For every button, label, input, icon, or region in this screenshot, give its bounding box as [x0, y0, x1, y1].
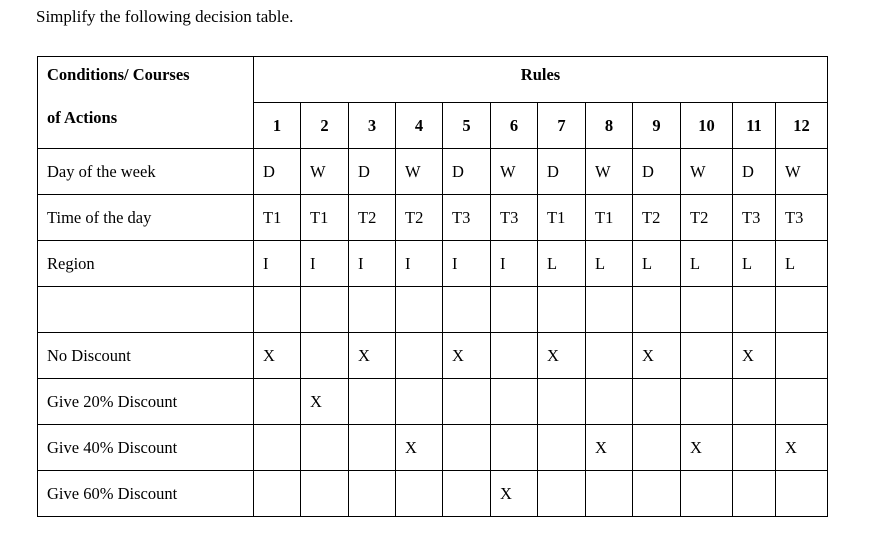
rule-number: 3	[349, 103, 396, 149]
action-entry	[776, 333, 828, 379]
conditions-header-line2: of Actions	[47, 108, 118, 127]
condition-entry: D	[349, 149, 396, 195]
condition-entry: D	[538, 149, 586, 195]
condition-entry: L	[733, 241, 776, 287]
conditions-header-cell	[38, 57, 254, 149]
empty-cell	[301, 287, 349, 333]
action-entry	[301, 471, 349, 517]
action-row	[38, 425, 828, 471]
condition-entry: T3	[776, 195, 828, 241]
action-entry	[491, 333, 538, 379]
condition-row	[38, 149, 828, 195]
condition-entry: I	[301, 241, 349, 287]
condition-entry: T3	[491, 195, 538, 241]
condition-entry: T1	[301, 195, 349, 241]
action-row	[38, 333, 828, 379]
prompt-text: Simplify the following decision table.	[36, 7, 294, 26]
action-entry	[396, 471, 443, 517]
condition-row-label: Region	[38, 241, 254, 287]
condition-entry: T2	[349, 195, 396, 241]
condition-entry: T2	[633, 195, 681, 241]
action-entry	[396, 333, 443, 379]
action-entry	[443, 425, 491, 471]
decision-table	[37, 56, 828, 517]
action-entry	[396, 379, 443, 425]
action-entry	[254, 379, 301, 425]
condition-entry: I	[349, 241, 396, 287]
action-entry: X	[491, 471, 538, 517]
condition-entry: L	[633, 241, 681, 287]
rules-header: Rules	[254, 57, 828, 103]
condition-entry: T1	[254, 195, 301, 241]
empty-cell	[349, 287, 396, 333]
action-entry	[586, 333, 633, 379]
action-entry	[733, 471, 776, 517]
action-entry	[491, 425, 538, 471]
action-entry	[633, 425, 681, 471]
action-entry	[538, 471, 586, 517]
empty-cell	[733, 287, 776, 333]
action-entry	[733, 425, 776, 471]
action-entry: X	[733, 333, 776, 379]
condition-entry: W	[396, 149, 443, 195]
conditions-header-line1: Conditions/ Courses	[47, 65, 190, 84]
condition-entry: L	[681, 241, 733, 287]
action-row-label: Give 20% Discount	[38, 379, 254, 425]
rule-number: 11	[733, 103, 776, 149]
action-entry	[491, 379, 538, 425]
action-entry: X	[443, 333, 491, 379]
condition-entry: I	[443, 241, 491, 287]
empty-cell	[254, 287, 301, 333]
condition-entry: L	[776, 241, 828, 287]
rule-number: 1	[254, 103, 301, 149]
empty-cell	[538, 287, 586, 333]
condition-entry: I	[491, 241, 538, 287]
empty-cell	[396, 287, 443, 333]
condition-entry: D	[733, 149, 776, 195]
header-row	[38, 57, 828, 103]
action-entry	[443, 379, 491, 425]
action-entry: X	[254, 333, 301, 379]
rule-number: 2	[301, 103, 349, 149]
condition-entry: T1	[586, 195, 633, 241]
rule-number: 5	[443, 103, 491, 149]
empty-cell	[491, 287, 538, 333]
rule-number: 7	[538, 103, 586, 149]
action-entry	[538, 379, 586, 425]
condition-entry: D	[633, 149, 681, 195]
condition-entry: W	[491, 149, 538, 195]
rule-number: 6	[491, 103, 538, 149]
condition-entry: W	[586, 149, 633, 195]
action-entry: X	[301, 379, 349, 425]
action-entry: X	[776, 425, 828, 471]
action-entry	[633, 471, 681, 517]
condition-row	[38, 195, 828, 241]
action-entry: X	[633, 333, 681, 379]
action-entry	[681, 333, 733, 379]
action-entry	[733, 379, 776, 425]
empty-cell	[776, 287, 828, 333]
separator-row	[38, 287, 828, 333]
action-entry	[301, 425, 349, 471]
action-entry	[349, 471, 396, 517]
action-entry	[633, 379, 681, 425]
action-entry	[301, 333, 349, 379]
empty-cell	[586, 287, 633, 333]
action-entry	[349, 425, 396, 471]
action-entry	[586, 379, 633, 425]
action-entry	[349, 379, 396, 425]
action-row	[38, 471, 828, 517]
condition-row-label: Day of the week	[38, 149, 254, 195]
rule-number: 12	[776, 103, 828, 149]
condition-entry: D	[254, 149, 301, 195]
condition-entry: T2	[681, 195, 733, 241]
condition-entry: D	[443, 149, 491, 195]
action-entry: X	[396, 425, 443, 471]
action-row-label: Give 40% Discount	[38, 425, 254, 471]
empty-cell	[443, 287, 491, 333]
empty-cell	[633, 287, 681, 333]
condition-row	[38, 241, 828, 287]
condition-entry: W	[301, 149, 349, 195]
action-row-label: Give 60% Discount	[38, 471, 254, 517]
separator-row-label	[38, 287, 254, 333]
action-row-label: No Discount	[38, 333, 254, 379]
action-entry	[776, 471, 828, 517]
empty-cell	[681, 287, 733, 333]
action-entry: X	[586, 425, 633, 471]
rule-number: 8	[586, 103, 633, 149]
action-entry	[586, 471, 633, 517]
action-entry: X	[538, 333, 586, 379]
condition-row-label: Time of the day	[38, 195, 254, 241]
action-entry	[254, 425, 301, 471]
action-entry: X	[349, 333, 396, 379]
action-entry	[443, 471, 491, 517]
action-entry	[776, 379, 828, 425]
condition-entry: I	[396, 241, 443, 287]
action-entry: X	[681, 425, 733, 471]
condition-entry: L	[586, 241, 633, 287]
condition-entry: I	[254, 241, 301, 287]
condition-entry: T2	[396, 195, 443, 241]
rule-number: 4	[396, 103, 443, 149]
condition-entry: T1	[538, 195, 586, 241]
action-entry	[681, 471, 733, 517]
condition-entry: W	[776, 149, 828, 195]
rule-number: 10	[681, 103, 733, 149]
action-row	[38, 379, 828, 425]
action-entry	[254, 471, 301, 517]
action-entry	[681, 379, 733, 425]
condition-entry: T3	[443, 195, 491, 241]
condition-entry: W	[681, 149, 733, 195]
condition-entry: L	[538, 241, 586, 287]
action-entry	[538, 425, 586, 471]
rule-number: 9	[633, 103, 681, 149]
condition-entry: T3	[733, 195, 776, 241]
